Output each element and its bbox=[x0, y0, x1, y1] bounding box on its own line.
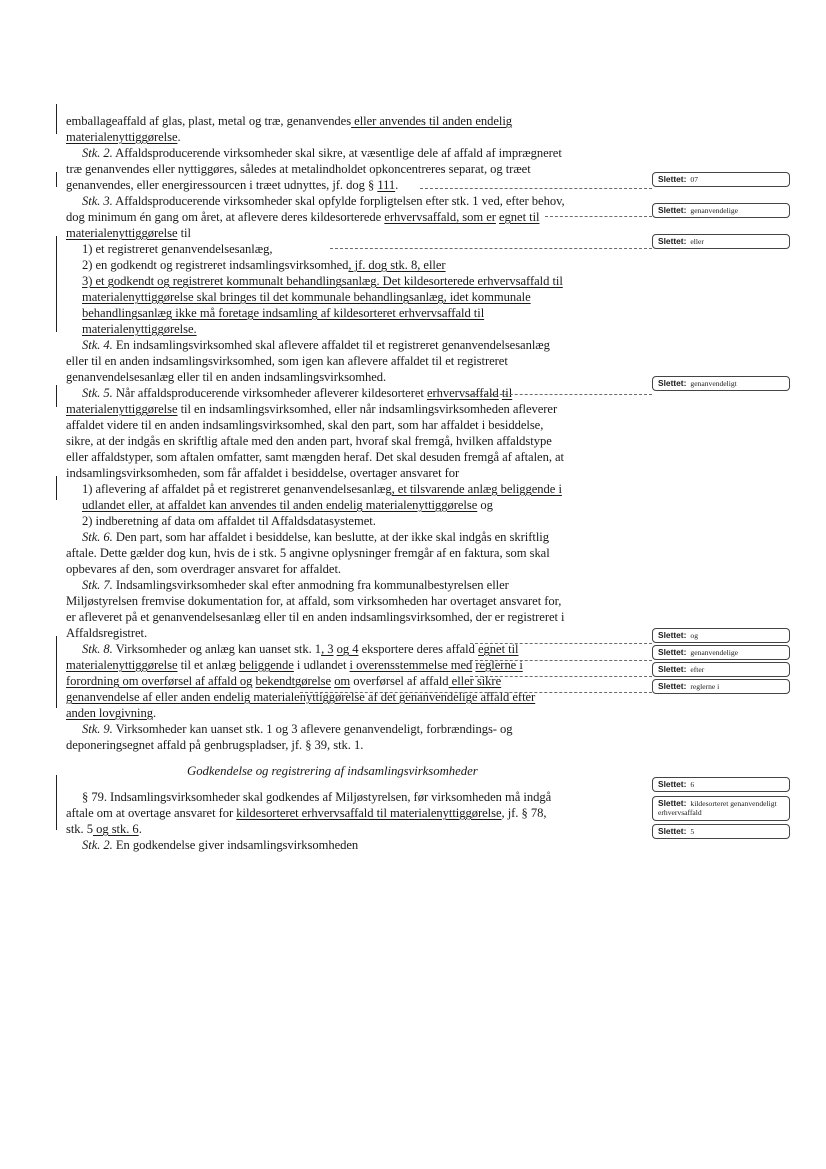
balloon-label: Slettet: bbox=[658, 798, 687, 808]
paragraph-label: Stk. 6. bbox=[82, 530, 113, 544]
deletion-balloon[interactable] bbox=[652, 376, 790, 391]
text-span: 2) en godkendt og registreret indsamlingsvirksomhed bbox=[82, 258, 349, 272]
text-line bbox=[82, 497, 642, 513]
paragraph-label: Stk. 4. bbox=[82, 338, 113, 352]
text-line bbox=[66, 225, 626, 241]
text-span: Indsamlingsvirksomheder skal godkendes af Miljøstyrelsen, før virksomheden må indgå bbox=[106, 790, 552, 804]
text-span: aftale om at overtage ansvaret for bbox=[66, 806, 237, 820]
text-line bbox=[82, 481, 642, 497]
deletion-balloon[interactable] bbox=[652, 172, 790, 187]
paragraph-label: Stk. 8. bbox=[82, 642, 113, 656]
inserted-text: materialenyttiggørelse bbox=[66, 226, 178, 240]
text-line bbox=[82, 273, 642, 289]
balloon-label: Slettet: bbox=[658, 779, 687, 789]
text-span: . bbox=[103, 790, 107, 804]
text-line bbox=[66, 465, 626, 481]
balloon-leader-line bbox=[470, 643, 652, 644]
inserted-text: forordning om overførsel af affald og bbox=[66, 674, 253, 688]
text-line bbox=[66, 417, 626, 433]
balloon-label: Slettet: bbox=[658, 826, 687, 836]
balloon-label: Slettet: bbox=[658, 174, 687, 184]
balloon-deleted-text: eller bbox=[690, 237, 704, 246]
text-line bbox=[82, 193, 642, 209]
balloon-label: Slettet: bbox=[658, 647, 687, 657]
text-span: En godkendelse giver indsamlingsvirksomheden bbox=[112, 838, 359, 852]
text-line bbox=[82, 513, 642, 529]
inserted-text: erhvervsaffald bbox=[384, 210, 457, 224]
text-line bbox=[66, 113, 626, 129]
inserted-text: om bbox=[334, 674, 351, 688]
text-span: indsamlingsvirksomheden, som får affaldet i besiddelse, overtager ansvaret for bbox=[66, 466, 460, 480]
text-span: og bbox=[477, 498, 493, 512]
paragraph-label: Stk. 7. bbox=[82, 578, 113, 592]
inserted-text: 111 bbox=[377, 178, 396, 192]
deletion-balloon[interactable] bbox=[652, 662, 790, 677]
text-span: i udlandet bbox=[293, 658, 350, 672]
text-line bbox=[66, 177, 626, 193]
text-span: Når affaldsproducerende virksomheder afleverer kildesorteret bbox=[112, 386, 427, 400]
balloon-deleted-text: reglerne i bbox=[690, 682, 720, 691]
text-span: Indsamlingsvirksomheder skal efter anmodning fra kommunalbestyrelsen eller bbox=[112, 578, 509, 592]
text-line bbox=[66, 609, 626, 625]
text-line bbox=[66, 449, 626, 465]
balloon-deleted-text: genanvendelige bbox=[690, 648, 739, 657]
inserted-text: beliggende bbox=[239, 658, 294, 672]
text-line bbox=[66, 161, 626, 177]
text-line bbox=[82, 257, 642, 273]
text-span: er afleveret på et genanvendelsesanlæg eller til en anden indsamlingsvirksomhed, der er registreret i bbox=[66, 610, 565, 624]
inserted-text: i overensstemmelse med bbox=[349, 658, 473, 672]
balloon-deleted-text: efter bbox=[690, 665, 705, 674]
text-line bbox=[66, 805, 626, 821]
deletion-balloon[interactable] bbox=[652, 645, 790, 660]
inserted-text: eller anvendes til anden endelig bbox=[351, 114, 513, 128]
inserted-text: materialenyttiggørelse. bbox=[82, 322, 197, 336]
change-bar bbox=[56, 476, 57, 500]
inserted-text: , jf. dog stk. 8, eller bbox=[348, 258, 446, 272]
inserted-text: bekendtgørelse bbox=[255, 674, 332, 688]
text-span: Virksomheder og anlæg kan uanset stk. 1 bbox=[112, 642, 322, 656]
text-line bbox=[66, 593, 626, 609]
text-line bbox=[82, 241, 642, 257]
deletion-balloon[interactable] bbox=[652, 777, 790, 792]
balloon-deleted-text: 07 bbox=[690, 175, 698, 184]
inserted-text: egnet til bbox=[478, 642, 519, 656]
change-bar bbox=[56, 104, 57, 134]
text-span: Affaldsregistret. bbox=[66, 626, 148, 640]
balloon-leader-line bbox=[420, 188, 652, 189]
text-span: , bbox=[543, 806, 547, 820]
deletion-balloon[interactable] bbox=[652, 628, 790, 643]
text-line bbox=[66, 369, 626, 385]
inserted-text: anden lovgivning bbox=[66, 706, 153, 720]
text-line bbox=[82, 305, 642, 321]
inserted-text: egnet til bbox=[499, 210, 540, 224]
text-line bbox=[66, 561, 626, 577]
text-span: genanvendes, eller energiressourcen i træet udnyttes, jf. dog § bbox=[66, 178, 378, 192]
text-span: eksportere deres bbox=[358, 642, 447, 656]
balloon-leader-line bbox=[330, 248, 652, 249]
balloon-deleted-text: genanvendelige bbox=[690, 206, 739, 215]
balloon-deleted-text: kildesorteret genanvendeligt erhvervsaffald bbox=[658, 799, 777, 817]
balloon-leader-line bbox=[470, 660, 652, 661]
balloon-label: Slettet: bbox=[658, 681, 687, 691]
text-span: 1) et registreret genanvendelsesanlæg, bbox=[82, 242, 273, 256]
balloon-deleted-text: 5 bbox=[690, 827, 695, 836]
text-span: . bbox=[395, 178, 399, 192]
balloon-label: Slettet: bbox=[658, 378, 687, 388]
text-span: . bbox=[138, 822, 142, 836]
text-span: til et anlæg bbox=[177, 658, 240, 672]
balloon-deleted-text: og bbox=[690, 631, 698, 640]
text-span: Den part, som har affaldet i besiddelse, kan beslutte, at der ikke skal indgås en skriftlig bbox=[112, 530, 549, 544]
balloon-leader-line bbox=[470, 394, 652, 395]
text-line bbox=[82, 321, 642, 337]
deletion-balloon[interactable] bbox=[652, 234, 790, 249]
balloon-label: Slettet: bbox=[658, 236, 687, 246]
text-span: eller til en anden indsamlingsvirksomhed, som igen kan aflevere affaldet til et registreret bbox=[66, 354, 508, 368]
text-span: Affaldsproducerende virksomheder skal sikre, at væsentlige dele af affald af imprægneret bbox=[112, 146, 562, 160]
text-span: . bbox=[177, 130, 181, 144]
text-span: sikre, at der indgås en skriftlig aftale med den anden part, hvoraf skal fremgå, hvilken affaldstype bbox=[66, 434, 552, 448]
text-span: overførsel af affald bbox=[350, 674, 449, 688]
paragraph-label: Stk. 2. bbox=[82, 838, 113, 852]
text-span: affald bbox=[446, 642, 475, 656]
change-bar bbox=[56, 636, 57, 708]
change-bar bbox=[56, 236, 57, 332]
paragraph-label: Stk. 5. bbox=[82, 386, 113, 400]
text-span: deponeringsegnet affald på genbrugspladser, jf. § 39, stk. 1. bbox=[66, 738, 364, 752]
text-line bbox=[82, 837, 642, 853]
text-line bbox=[66, 821, 626, 837]
deletion-balloon[interactable] bbox=[652, 824, 790, 839]
deletion-balloon[interactable] bbox=[652, 679, 790, 694]
inserted-text: materialenyttiggørelse bbox=[66, 658, 178, 672]
inserted-text: , et tilsvarende anlæg beliggende i bbox=[391, 482, 562, 496]
text-line bbox=[82, 789, 642, 805]
text-line bbox=[66, 705, 626, 721]
text-span: Virksomheder kan uanset stk. 1 og 3 aflevere genanvendeligt, forbrændings- og bbox=[112, 722, 513, 736]
balloon-deleted-text: 6 bbox=[690, 780, 695, 789]
balloon-label: Slettet: bbox=[658, 664, 687, 674]
text-span: Affaldsproducerende virksomheder skal opfylde forpligtelsen efter stk. 1 ved, efter behov, bbox=[112, 194, 565, 208]
text-span: . bbox=[153, 706, 157, 720]
text-span: § 79 bbox=[82, 790, 104, 804]
text-span: , jf. § 78 bbox=[501, 806, 544, 820]
text-span: Miljøstyrelsen fremvise dokumentation for, at affald, som virksomheden har overtaget ansvaret for, bbox=[66, 594, 562, 608]
text-line bbox=[66, 353, 626, 369]
text-line bbox=[66, 401, 626, 417]
inserted-text: 3) et godkendt og registreret kommunalt behandlingsanlæg. Det kildesorterede erhvervsaffald til bbox=[82, 274, 563, 288]
inserted-text: , 3 bbox=[321, 642, 334, 656]
inserted-text: udlandet eller, at affaldet kan anvendes til anden endelig materialenyttiggørelse bbox=[82, 498, 478, 512]
paragraph-label: Stk. 9. bbox=[82, 722, 113, 736]
text-line bbox=[66, 625, 626, 641]
paragraph-label: Stk. 3. bbox=[82, 194, 113, 208]
text-line bbox=[82, 145, 642, 161]
inserted-text: behandlingsanlæg ikke må foretage indsamling af kildesorteret erhvervsaffald til bbox=[82, 306, 485, 320]
balloon-label: Slettet: bbox=[658, 630, 687, 640]
text-line bbox=[82, 337, 642, 353]
change-bar bbox=[56, 775, 57, 830]
inserted-text: og 4 bbox=[336, 642, 359, 656]
text-line bbox=[82, 529, 642, 545]
paragraph-label: Stk. 2. bbox=[82, 146, 113, 160]
text-line bbox=[82, 289, 642, 305]
deletion-balloon[interactable] bbox=[652, 203, 790, 218]
balloon-leader-line bbox=[300, 692, 652, 693]
text-span: En indsamlingsvirksomhed skal aflevere affaldet til et registreret genanvendelsesanlæg bbox=[112, 338, 550, 352]
text-span: emballageaffald af glas, plast, metal og træ, genanvendes bbox=[66, 114, 352, 128]
balloon-deleted-text: genanvendeligt bbox=[690, 379, 737, 388]
inserted-text: kildesorteret erhvervsaffald til materialenyttiggørelse bbox=[236, 806, 502, 820]
text-line bbox=[82, 577, 642, 593]
change-bar bbox=[56, 385, 57, 407]
inserted-text: materialenyttiggørelse bbox=[66, 402, 178, 416]
text-span: 2) indberetning af data om affaldet til Affaldsdatasystemet. bbox=[82, 514, 376, 528]
text-span: aftale. Dette gælder dog kun, hvis de i stk. 5 angivne oplysninger fremgår af en faktura, som skal bbox=[66, 546, 550, 560]
text-span: 1) aflevering af affaldet på et registreret genanvendelsesanlæg bbox=[82, 482, 392, 496]
inserted-text: og stk. 6 bbox=[93, 822, 139, 836]
text-span: til bbox=[177, 226, 191, 240]
balloon-leader-line bbox=[545, 216, 652, 217]
text-span: opbevares af den, som overdrager ansvaret for affaldet. bbox=[66, 562, 342, 576]
inserted-text: materialenyttiggørelse bbox=[66, 130, 178, 144]
text-line bbox=[66, 545, 626, 561]
text-line bbox=[66, 209, 626, 225]
inserted-text: genanvendelse af eller anden endelig materialenyttiggørelse af det genanvendelige affald efter bbox=[66, 690, 536, 704]
text-line bbox=[66, 129, 626, 145]
text-span: affaldet videre til en anden indsamlingsvirksomhed, skal den part, som har affaldet i besiddelse, bbox=[66, 418, 544, 432]
text-span: genanvendelsesanlæg eller til en anden indsamlingsvirksomhed. bbox=[66, 370, 387, 384]
inserted-text: materialenyttiggørelse skal bringes til det kommunale behandlingsanlæg, idet kommunale bbox=[82, 290, 531, 304]
inserted-text: reglerne i bbox=[475, 658, 523, 672]
text-span: til en indsamlingsvirksomhed, eller når indsamlingsvirksomheden afleverer bbox=[177, 402, 558, 416]
inserted-text: til bbox=[501, 386, 513, 400]
inserted-text: , som er bbox=[456, 210, 496, 224]
text-span: Godkendelse og registrering af indsamlingsvirksomheder bbox=[187, 764, 478, 778]
text-span: eller affaldstyper, som aftalen omfatter, samt mængden heraf. Det skal desuden fremgå af aftalen, at bbox=[66, 450, 565, 464]
text-line bbox=[66, 433, 626, 449]
text-span: stk. 5 bbox=[66, 822, 93, 836]
inserted-text: eller sikre bbox=[448, 674, 502, 688]
text-line bbox=[82, 385, 642, 401]
text-line bbox=[82, 721, 642, 737]
text-span: dog minimum én gang om året, at aflevere deres kildesorterede bbox=[66, 210, 385, 224]
balloon-label: Slettet: bbox=[658, 205, 687, 215]
text-line bbox=[66, 737, 626, 753]
balloon-leader-line bbox=[470, 676, 652, 677]
text-span: træ genanvendes eller nyttiggøres, således at metalindholdet opkoncentreres separat, og træet bbox=[66, 162, 531, 176]
change-bar bbox=[56, 172, 57, 187]
deletion-balloon[interactable] bbox=[652, 796, 790, 821]
inserted-text: erhvervsaffald bbox=[426, 386, 499, 400]
